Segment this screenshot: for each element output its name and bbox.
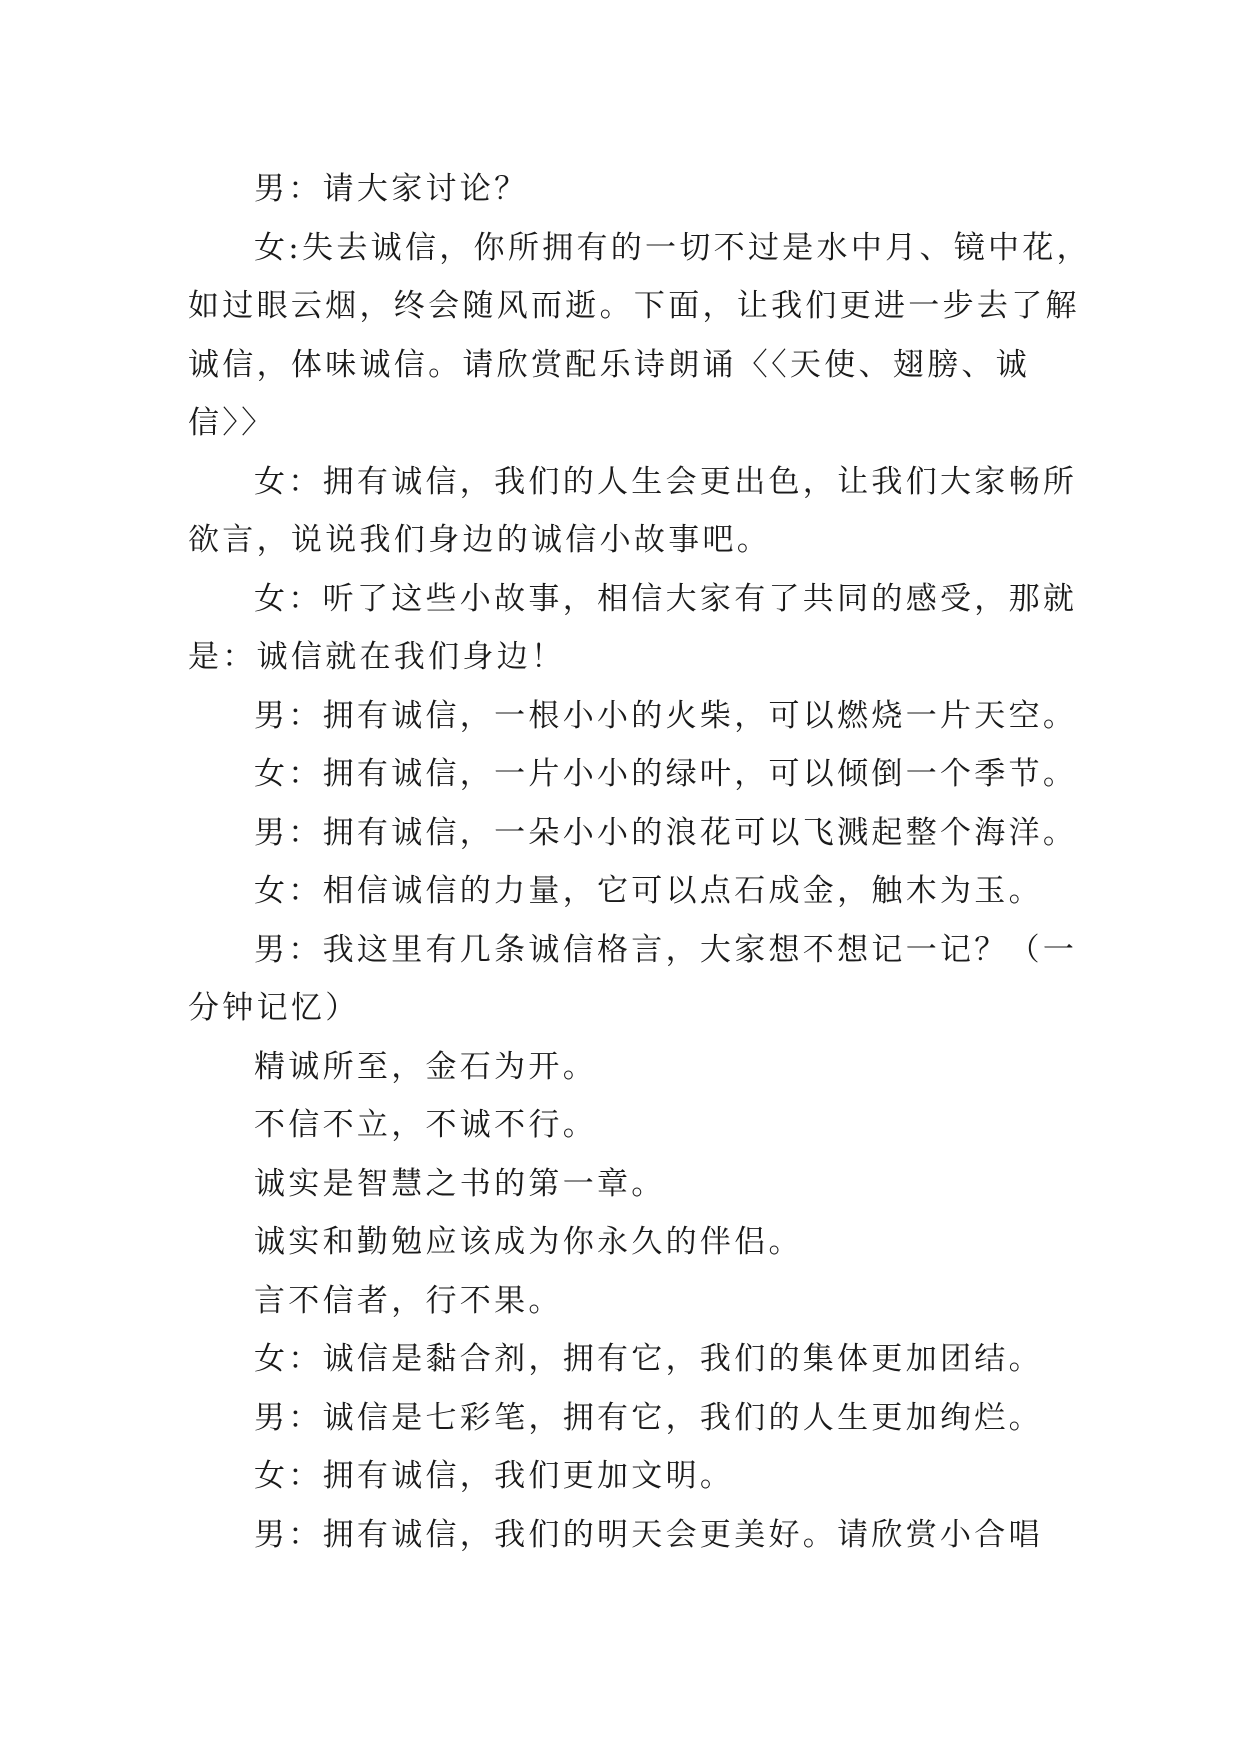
text-line: 女：拥有诚信，我们更加文明。 (254, 1458, 735, 1494)
text-line: 不信不立，不诚不行。 (254, 1107, 597, 1143)
body-text (188, 160, 1091, 1564)
text-line: 欲言，说说我们身边的诚信小故事吧。 (188, 522, 772, 558)
text-line: 男：我这里有几条诚信格言，大家想不想记一记？（一 (254, 931, 1078, 968)
text-line: 诚实是智慧之书的第一章。 (254, 1165, 666, 1202)
text-line: 女：诚信是黏合剂，拥有它，我们的集体更加团结。 (254, 1341, 1043, 1377)
text-line: 男：请大家讨论？ (254, 171, 529, 207)
text-line: 女:失去诚信，你所拥有的一切不过是水中月、镜中花， (254, 229, 1091, 266)
text-line: 女：拥有诚信，我们的人生会更出色，让我们大家畅所 (254, 463, 1078, 500)
text-line: 男：拥有诚信，一朵小小的浪花可以飞溅起整个海洋。 (254, 814, 1078, 851)
text-line: 女：相信诚信的力量，它可以点石成金，触木为玉。 (254, 873, 1043, 909)
text-line: 女：拥有诚信，一片小小的绿叶，可以倾倒一个季节。 (254, 756, 1078, 792)
text-line: 女：听了这些小故事，相信大家有了共同的感受，那就 (254, 580, 1078, 617)
text-line: 男：诚信是七彩笔，拥有它，我们的人生更加绚烂。 (254, 1399, 1043, 1436)
text-line: 男：拥有诚信，我们的明天会更美好。请欣赏小合唱 (254, 1516, 1043, 1553)
text-line: 言不信者，行不果。 (254, 1282, 563, 1319)
text-line: 如过眼云烟，终会随风而逝。下面，让我们更进一步去了解 (188, 288, 1080, 324)
text-line: 诚实和勤勉应该成为你永久的伴侣。 (254, 1224, 803, 1260)
text-line: 男：拥有诚信，一根小小的火柴，可以燃烧一片天空。 (254, 697, 1078, 734)
text-line: 诚信，体味诚信。请欣赏配乐诗朗诵〈〈天使、翅膀、诚 (188, 346, 1030, 383)
text-line: 分钟记忆） (188, 990, 360, 1026)
text-line: 信〉〉 (188, 405, 276, 441)
text-line: 是：诚信就在我们身边！ (188, 639, 566, 675)
text-line: 精诚所至，金石为开。 (254, 1048, 597, 1085)
